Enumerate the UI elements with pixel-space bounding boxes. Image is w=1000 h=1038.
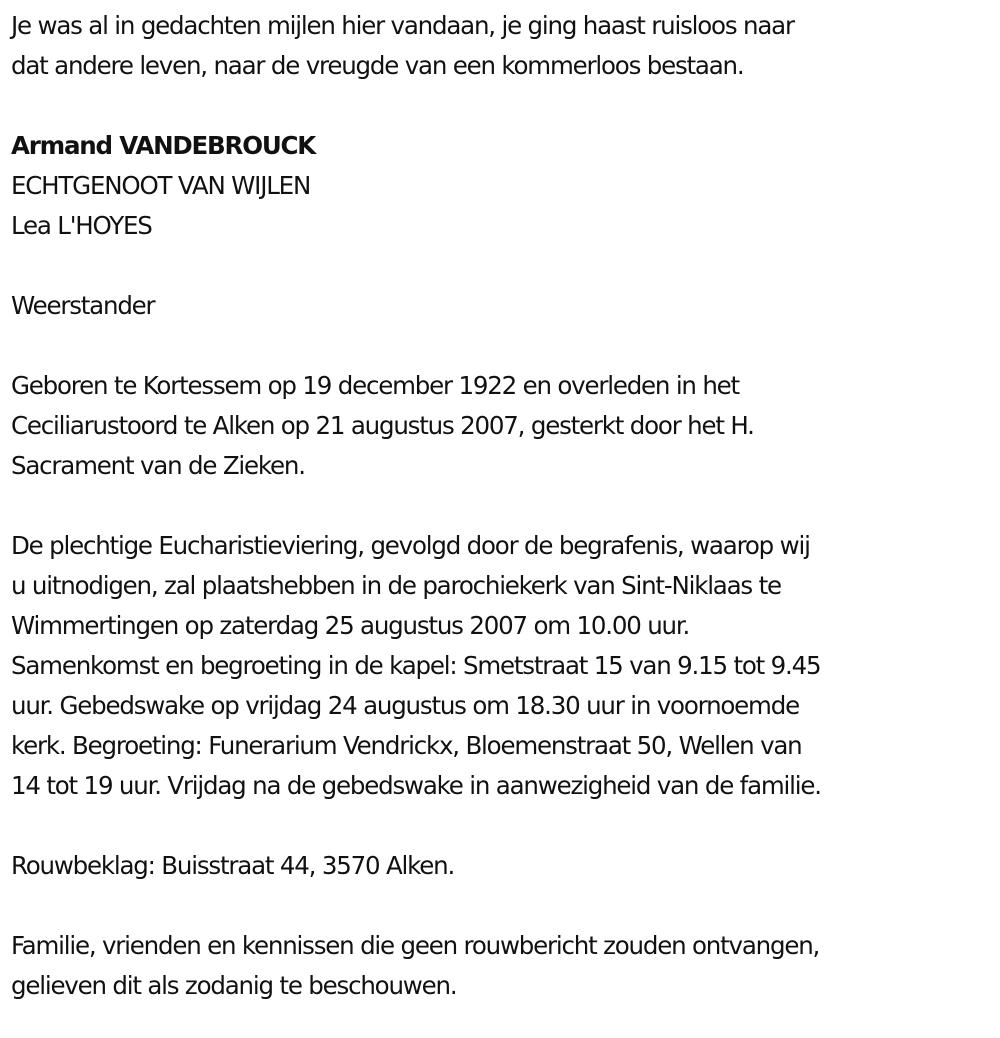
closing-line: gelieven dit als zodanig te beschouwen. — [11, 971, 457, 1000]
birth-death-block — [11, 366, 991, 486]
ceremony-line: kerk. Begroeting: Funerarium Vendrickx, Bloemenstraat 50, Wellen van — [11, 731, 802, 760]
birth-death-line: Geboren te Kortessem op 19 december 1922 en overleden in het — [11, 371, 739, 400]
deceased-block — [11, 126, 991, 246]
deceased-name: Armand VANDEBROUCK — [11, 131, 316, 160]
obituary-notice — [11, 6, 991, 1006]
poem-line: dat andere leven, naar de vreugde van een kommerloos bestaan. — [11, 51, 744, 80]
ceremony-line: 14 tot 19 uur. Vrijdag na de gebedswake in aanwezigheid van de familie. — [11, 771, 821, 800]
ceremony-block — [11, 526, 991, 806]
ceremony-line: u uitnodigen, zal plaatshebben in de parochiekerk van Sint-Niklaas te — [11, 571, 781, 600]
ceremony-line: uur. Gebedswake op vrijdag 24 augustus om 18.30 uur in voornoemde — [11, 691, 799, 720]
ceremony-line: De plechtige Eucharistieviering, gevolgd door de begrafenis, waarop wij — [11, 531, 810, 560]
ceremony-line: Samenkomst en begroeting in de kapel: Smetstraat 15 van 9.15 tot 9.45 — [11, 651, 821, 680]
spouse-name: Lea L'HOYES — [11, 211, 152, 240]
birth-death-line: Sacrament van de Zieken. — [11, 451, 305, 480]
birth-death-line: Ceciliarustoord te Alken op 21 augustus 2007, gesterkt door het H. — [11, 411, 754, 440]
poem-block — [11, 6, 991, 86]
condolence-address: Rouwbeklag: Buisstraat 44, 3570 Alken. — [11, 851, 455, 880]
deceased-relation: ECHTGENOOT VAN WIJLEN — [11, 171, 311, 200]
deceased-title: Weerstander — [11, 291, 155, 320]
closing-line: Familie, vrienden en kennissen die geen rouwbericht zouden ontvangen, — [11, 931, 820, 960]
closing-block — [11, 926, 991, 1006]
ceremony-line: Wimmertingen op zaterdag 25 augustus 2007 om 10.00 uur. — [11, 611, 690, 640]
poem-line: Je was al in gedachten mijlen hier vandaan, je ging haast ruisloos naar — [11, 11, 794, 40]
